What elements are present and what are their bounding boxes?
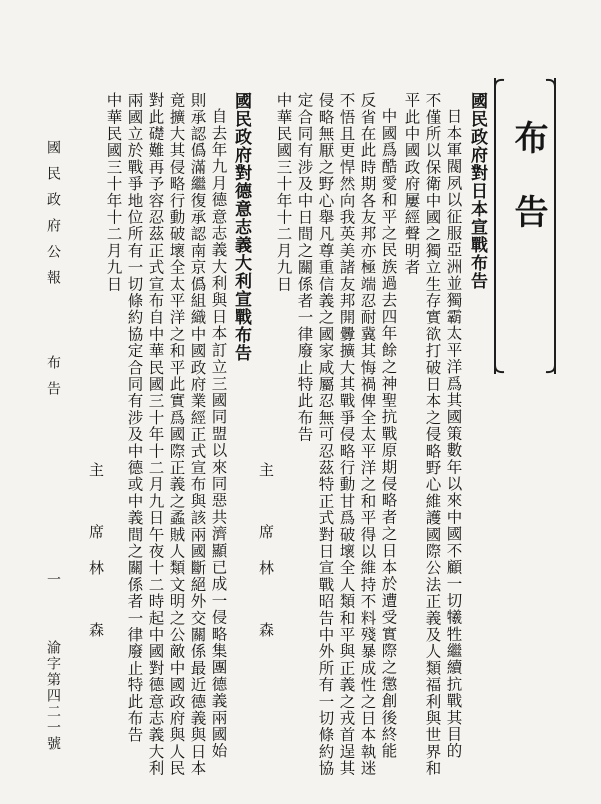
germany-italy-declaration-date: 中華民國三十年十二月九日 — [104, 92, 123, 293]
issue-number: 渝字第四二一號 — [45, 640, 61, 752]
japan-declaration-date: 中華民國三十年十二月九日 — [274, 92, 293, 293]
japan-declaration-line: 不悟且更悍然向我英美諸友邦開釁擴大其戰爭侵略行動甘爲破壞全人類和平與正義之戎首逞其 — [337, 92, 356, 777]
germany-italy-chairman-name: 林 森 — [87, 560, 105, 653]
frame-right-rule — [554, 78, 556, 374]
notice-title: 布告 — [508, 120, 548, 268]
page-number: 一 — [45, 572, 61, 588]
japan-declaration-line: 定合同有涉及中日間之關係者一律廢止特此布告 — [295, 92, 314, 443]
japan-declaration-line: 日本軍閥夙以征服亞洲並獨霸太平洋爲其國策數年以來中國不顧一切犧牲繼續抗戰其目的 — [444, 108, 463, 760]
section-label: 布告 — [45, 355, 61, 407]
germany-italy-declaration-line: 自去年九月德意志義大利與日本訂立三國同盟以來同惡共濟顯已成一侵略集團德義兩國始 — [209, 108, 228, 760]
germany-italy-declaration-line: 則承認僞滿繼復承認南京僞組織中國政府業經正式宣布與該兩國斷絕外交關係最近德義與日本 — [188, 92, 207, 777]
japan-declaration-line: 反省在此時期各友邦亦極端忍耐冀其悔禍俾全太平洋之和平得以維持不料殘暴成性之日本執迷 — [358, 92, 377, 777]
frame-bottom-ornament — [492, 364, 558, 374]
japan-declaration-heading: 國民政府對日本宣戰布告 — [467, 92, 487, 290]
germany-italy-declaration-line: 對此礎難再予容忍茲正式宣布自中華民國三十年十二月九日午夜十二時起中國對德意志義大利 — [146, 92, 165, 777]
germany-italy-chairman-title: 主 席 — [87, 462, 105, 555]
japan-declaration-line: 侵略無厭之野心舉凡尊重信義之國家咸屬忍無可忍茲特正式對日宣戰昭告中外所有一切條約協 — [316, 92, 335, 777]
gazette-name: 國民政府公報 — [45, 140, 61, 296]
japan-declaration-line: 平此中國政府屢經聲明者 — [402, 92, 421, 276]
japan-declaration-line: 不僅所以保衛中國之獨立生存實欲打破日本之侵略野心維護國際公法正義及人類福利與世界和 — [423, 92, 442, 777]
japan-chairman-name: 林 森 — [257, 560, 275, 653]
frame-top-ornament — [492, 78, 558, 88]
japan-declaration-line: 中國爲酷愛和平之民族過去四年餘之神聖抗戰原期侵略者之日本於遭受實際之懲創後終能 — [379, 108, 398, 760]
frame-left-rule — [494, 78, 496, 374]
japan-chairman-title: 主 席 — [257, 462, 275, 555]
germany-italy-declaration-line: 兩國立於戰爭地位所有一切條約協定合同有涉及中德或中義間之關係者一律廢止特此布告 — [125, 92, 144, 744]
germany-italy-declaration-heading: 國民政府對德意志義大利宣戰布告 — [231, 92, 251, 362]
germany-italy-declaration-line: 竟擴大其侵略行動破壞全太平洋之和平此實爲國際正義之蟊賊人類文明之公敵中國政府與人民 — [167, 92, 186, 777]
